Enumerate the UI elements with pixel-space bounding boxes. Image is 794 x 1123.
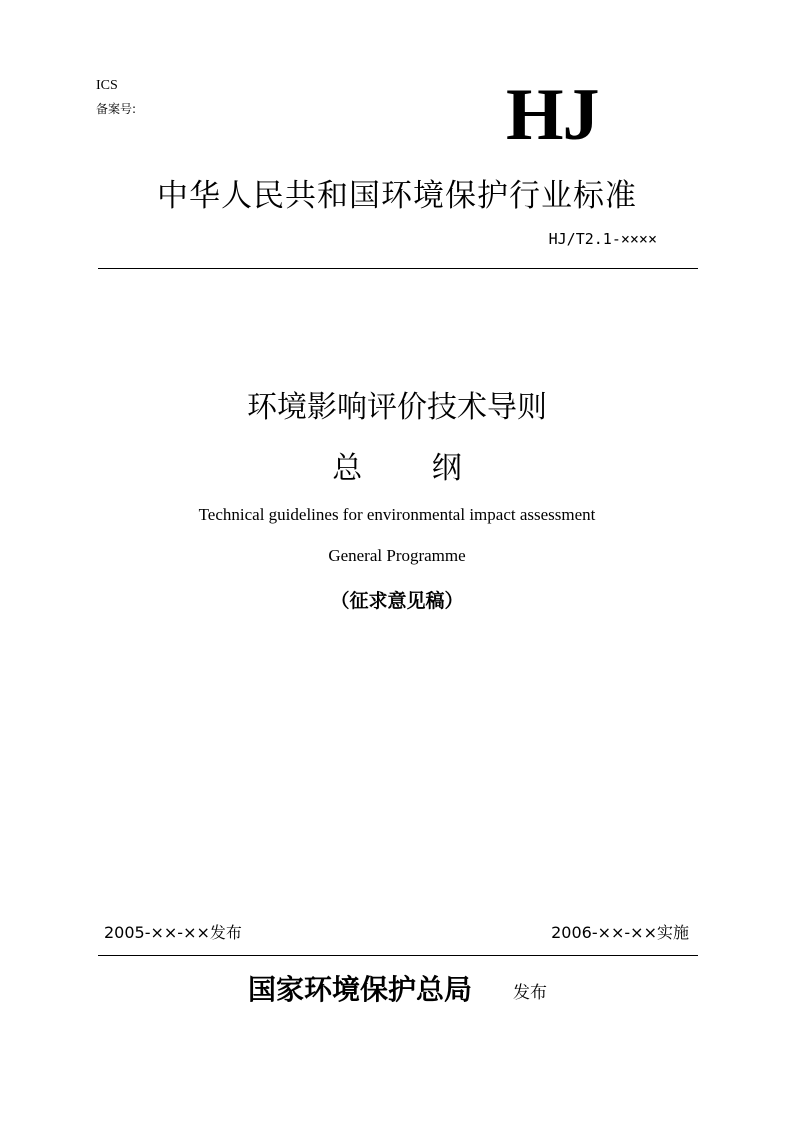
top-divider [98,268,698,269]
issuing-authority: 国家环境保护总局 [248,973,473,1006]
document-title: 环境影响评价技术导则 [247,390,547,425]
bottom-divider [98,955,698,956]
standard-code: HJ/T2.1-×××× [548,230,657,248]
draft-note: （征求意见稿） [330,590,464,612]
standard-title: 中华人民共和国环境保护行业标准 [157,178,637,214]
publish-label: 发布 [513,983,547,1003]
release-date: 2005-××-××发布 [104,923,242,942]
effective-date: 2006-××-××实施 [551,923,689,942]
english-subtitle: General Programme [328,546,466,565]
english-title: Technical guidelines for environmental impact assessment [198,505,596,524]
hj-logo: HJ [506,74,599,156]
filing-number-label: 备案号: [96,102,137,116]
document-subtitle: 总 纲 [332,451,462,486]
ics-label: ICS [96,78,118,93]
